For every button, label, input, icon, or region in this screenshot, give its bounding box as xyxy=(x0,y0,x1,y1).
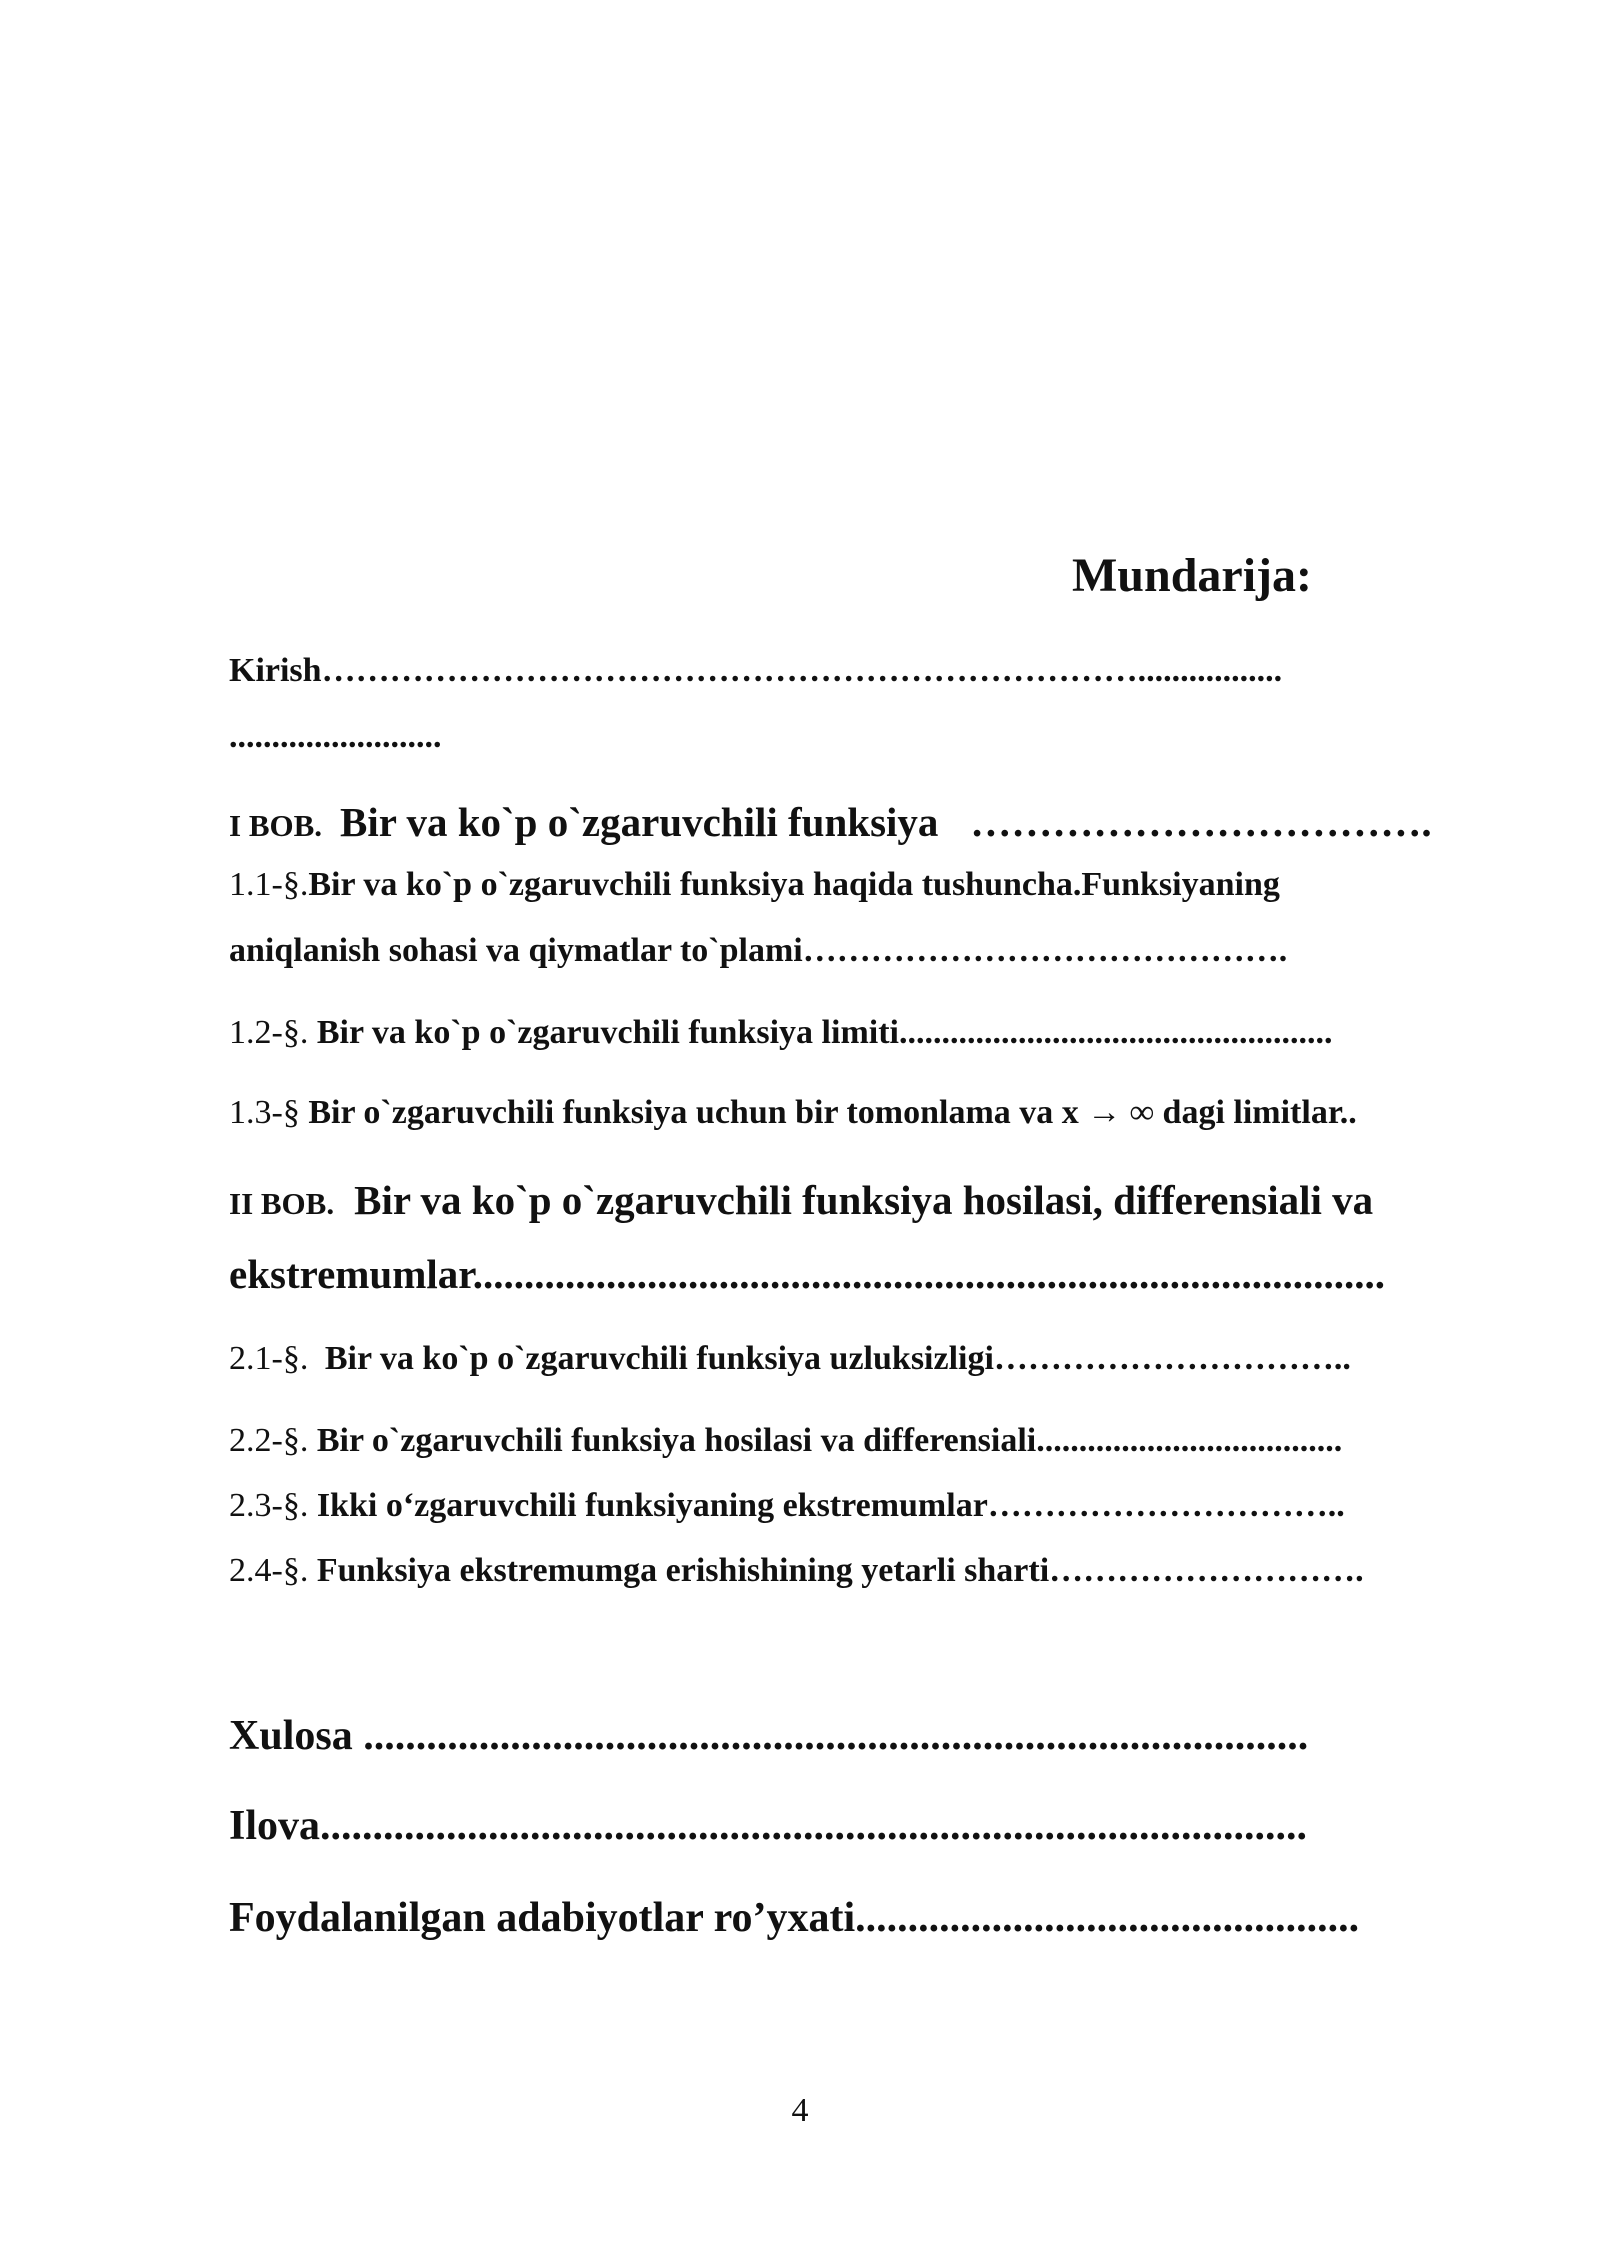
section-2-4-text: Funksiya ekstremumga erishishining yetarli sharti………………………. xyxy=(316,1552,1364,1589)
section-2-2-text: Bir o`zgaruvchili funksiya hosilasi va differensiali.................................... xyxy=(316,1422,1343,1459)
chapter-1-prefix: I BOB. xyxy=(229,808,323,843)
section-2-4-number: 2.4-§. xyxy=(229,1552,309,1589)
toc-ilova: Ilova.............................................................................................. xyxy=(229,1803,1308,1849)
toc-section-2-4 xyxy=(229,1552,1364,1590)
page-title: Mundarija: xyxy=(1072,549,1312,602)
section-1-2-number: 1.2-§. xyxy=(229,1014,309,1051)
toc-adabiyotlar: Foydalanilgan adabiyotlar ro’yxati................................................ xyxy=(229,1895,1360,1941)
section-1-1-number: 1.1-§. xyxy=(229,866,309,903)
chapter-2-title: Bir va ko`p o`zgaruvchili funksiya hosilasi, differensiali va xyxy=(354,1177,1374,1223)
chapter-2-prefix: II BOB. xyxy=(229,1186,335,1221)
section-1-3-number: 1.3-§ xyxy=(229,1094,300,1131)
section-1-2-text: Bir va ko`p o`zgaruvchili funksiya limiti................................................... xyxy=(316,1014,1333,1051)
toc-chapter-2-continued: ekstremumlar......................................................................................... xyxy=(229,1251,1385,1297)
section-2-1-number: 2.1-§. xyxy=(229,1340,309,1377)
section-2-3-number: 2.3-§. xyxy=(229,1487,309,1524)
section-1-1-text: Bir va ko`p o`zgaruvchili funksiya haqida tushuncha.Funksiyaning xyxy=(308,866,1280,903)
toc-kirish-line-1: Kirish………………………………………………………………................. xyxy=(229,652,1283,689)
section-1-3-text: Bir o`zgaruvchili funksiya uchun bir tomonlama va x → ∞ dagi limitlar.. xyxy=(308,1094,1357,1131)
section-2-3-text: Ikki o‘zgaruvchili funksiyaning ekstremumlar………………………….. xyxy=(316,1487,1345,1524)
toc-xulosa: Xulosa .......................................................................................... xyxy=(229,1713,1309,1759)
toc-section-1-1-continued: aniqlanish sohasi va qiymatlar to`plami……………………………………. xyxy=(229,932,1288,969)
toc-section-2-1 xyxy=(229,1340,1351,1378)
chapter-1-leader: ……………………………. xyxy=(970,799,1432,845)
toc-section-1-2 xyxy=(229,1014,1332,1052)
toc-section-2-2 xyxy=(229,1422,1342,1460)
chapter-1-title: Bir va ko`p o`zgaruvchili funksiya xyxy=(340,799,939,845)
toc-chapter-1 xyxy=(229,798,1432,846)
toc-kirish-line-2: ......................... xyxy=(229,718,442,755)
toc-chapter-2 xyxy=(229,1176,1373,1224)
toc-section-1-1 xyxy=(229,866,1280,904)
toc-section-2-3 xyxy=(229,1487,1345,1525)
section-2-1-text: Bir va ko`p o`zgaruvchili funksiya uzluksizligi………………………….. xyxy=(324,1340,1351,1377)
toc-section-1-3 xyxy=(229,1094,1357,1132)
section-2-2-number: 2.2-§. xyxy=(229,1422,309,1459)
page-number: 4 xyxy=(791,2092,809,2129)
